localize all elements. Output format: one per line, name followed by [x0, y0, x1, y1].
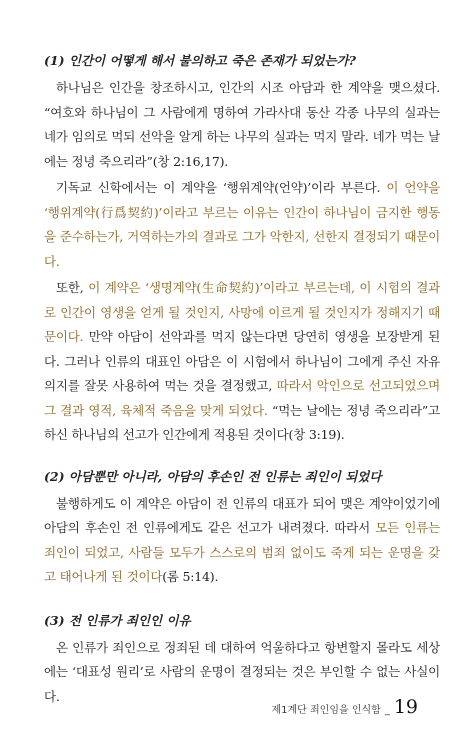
highlighted-text: 모든 인류는 죄인이 되었고, 사람들 모두가 스스로의 범죄 없이도 죽게 되는 운명을 갖고 태어나게 된 것이다 — [44, 520, 440, 584]
section-2-heading: (2) 아담뿐만 아니라, 아담의 후손인 전 인류는 죄인이 되었다 — [44, 468, 382, 484]
text-run: 기독교 신학에서는 이 계약을 ‘행위계약(언약)’이라 부른다. — [56, 180, 387, 195]
section-3-heading: (3) 전 인류가 죄인인 이유 — [44, 612, 191, 628]
chapter-title: 제1계단 죄인임을 인식함 — [271, 705, 381, 716]
highlighted-text: 이 언약을 ‘행위계약(行爲契約)’이라고 부르는 이유는 인간이 하나님이 금지한 행동을 준수하는가, 거역하는가의 결과로 그가 악한지, 선한지 결정되기 때문이다. — [44, 180, 440, 269]
page-number: 19 — [393, 696, 418, 718]
page-content — [44, 50, 440, 709]
section-1-paragraph-2 — [44, 176, 440, 274]
text-run: (롬 5:14). — [162, 569, 219, 584]
highlighted-text: 이 계약은 ‘생명계약(生命契約)’이라고 부르는데, 이 시험의 결과로 인간이 영생을 얻게 될 것인지, 사망에 이르게 될 것인지가 정해지기 때문이다. — [44, 280, 441, 344]
section-2-paragraph-1 — [44, 492, 440, 590]
text-run: 또한, — [56, 280, 89, 295]
text-run: “먹는 날에는 정녕 죽으리라”고 하신 하나님의 선고가 인간에게 적용된 것이다(창 3:19). — [44, 402, 440, 442]
text-run: 만약 아담이 선악과를 먹지 않는다면 당연히 영생을 보장받게 된다. 그러나 인류의 대표인 아담은 이 시험에서 하나님이 그에게 주신 자유의지를 잘못 사용하여 먹는 것을 결정했고, — [44, 329, 440, 393]
section-spacer — [44, 448, 440, 466]
footer-separator: _ — [384, 705, 390, 716]
section-1-paragraph-3 — [44, 276, 440, 448]
section-spacer — [44, 590, 440, 610]
section-3-paragraph-1: 온 인류가 죄인으로 정죄된 데 대하여 억울하다고 항변할지 몰라도 세상에는 ‘대표성 원리’로 사람의 운명이 결정되는 것은 부인할 수 없는 사실이다. — [44, 639, 440, 704]
page-footer — [271, 696, 418, 718]
section-1-paragraph-1: 하나님은 인간을 창조하시고, 인간의 시조 아담과 한 계약을 맺으셨다. “여호와 하나님이 그 사람에게 명하여 가라사대 동산 각종 나무의 실과는 네가 임의로 먹되 선악을 알게 하는 나무의 실과는 먹지 말라. 네가 먹는 날에는 정녕 죽으리라”(창 2:16,17). — [44, 80, 440, 169]
section-1-heading: (1) 인간이 어떻게 해서 불의하고 죽은 존재가 되었는가? — [44, 53, 356, 68]
text-run: 불행하게도 이 계약은 아담이 전 인류의 대표가 되어 맺은 계약이었기에 아담의 후손인 전 인류에게도 같은 선고가 내려졌다. 따라서 — [44, 495, 440, 535]
highlighted-text: 따라서 악인으로 선고되었으며 그 결과 영적, 육체적 죽음을 맞게 되었다. — [44, 378, 440, 418]
